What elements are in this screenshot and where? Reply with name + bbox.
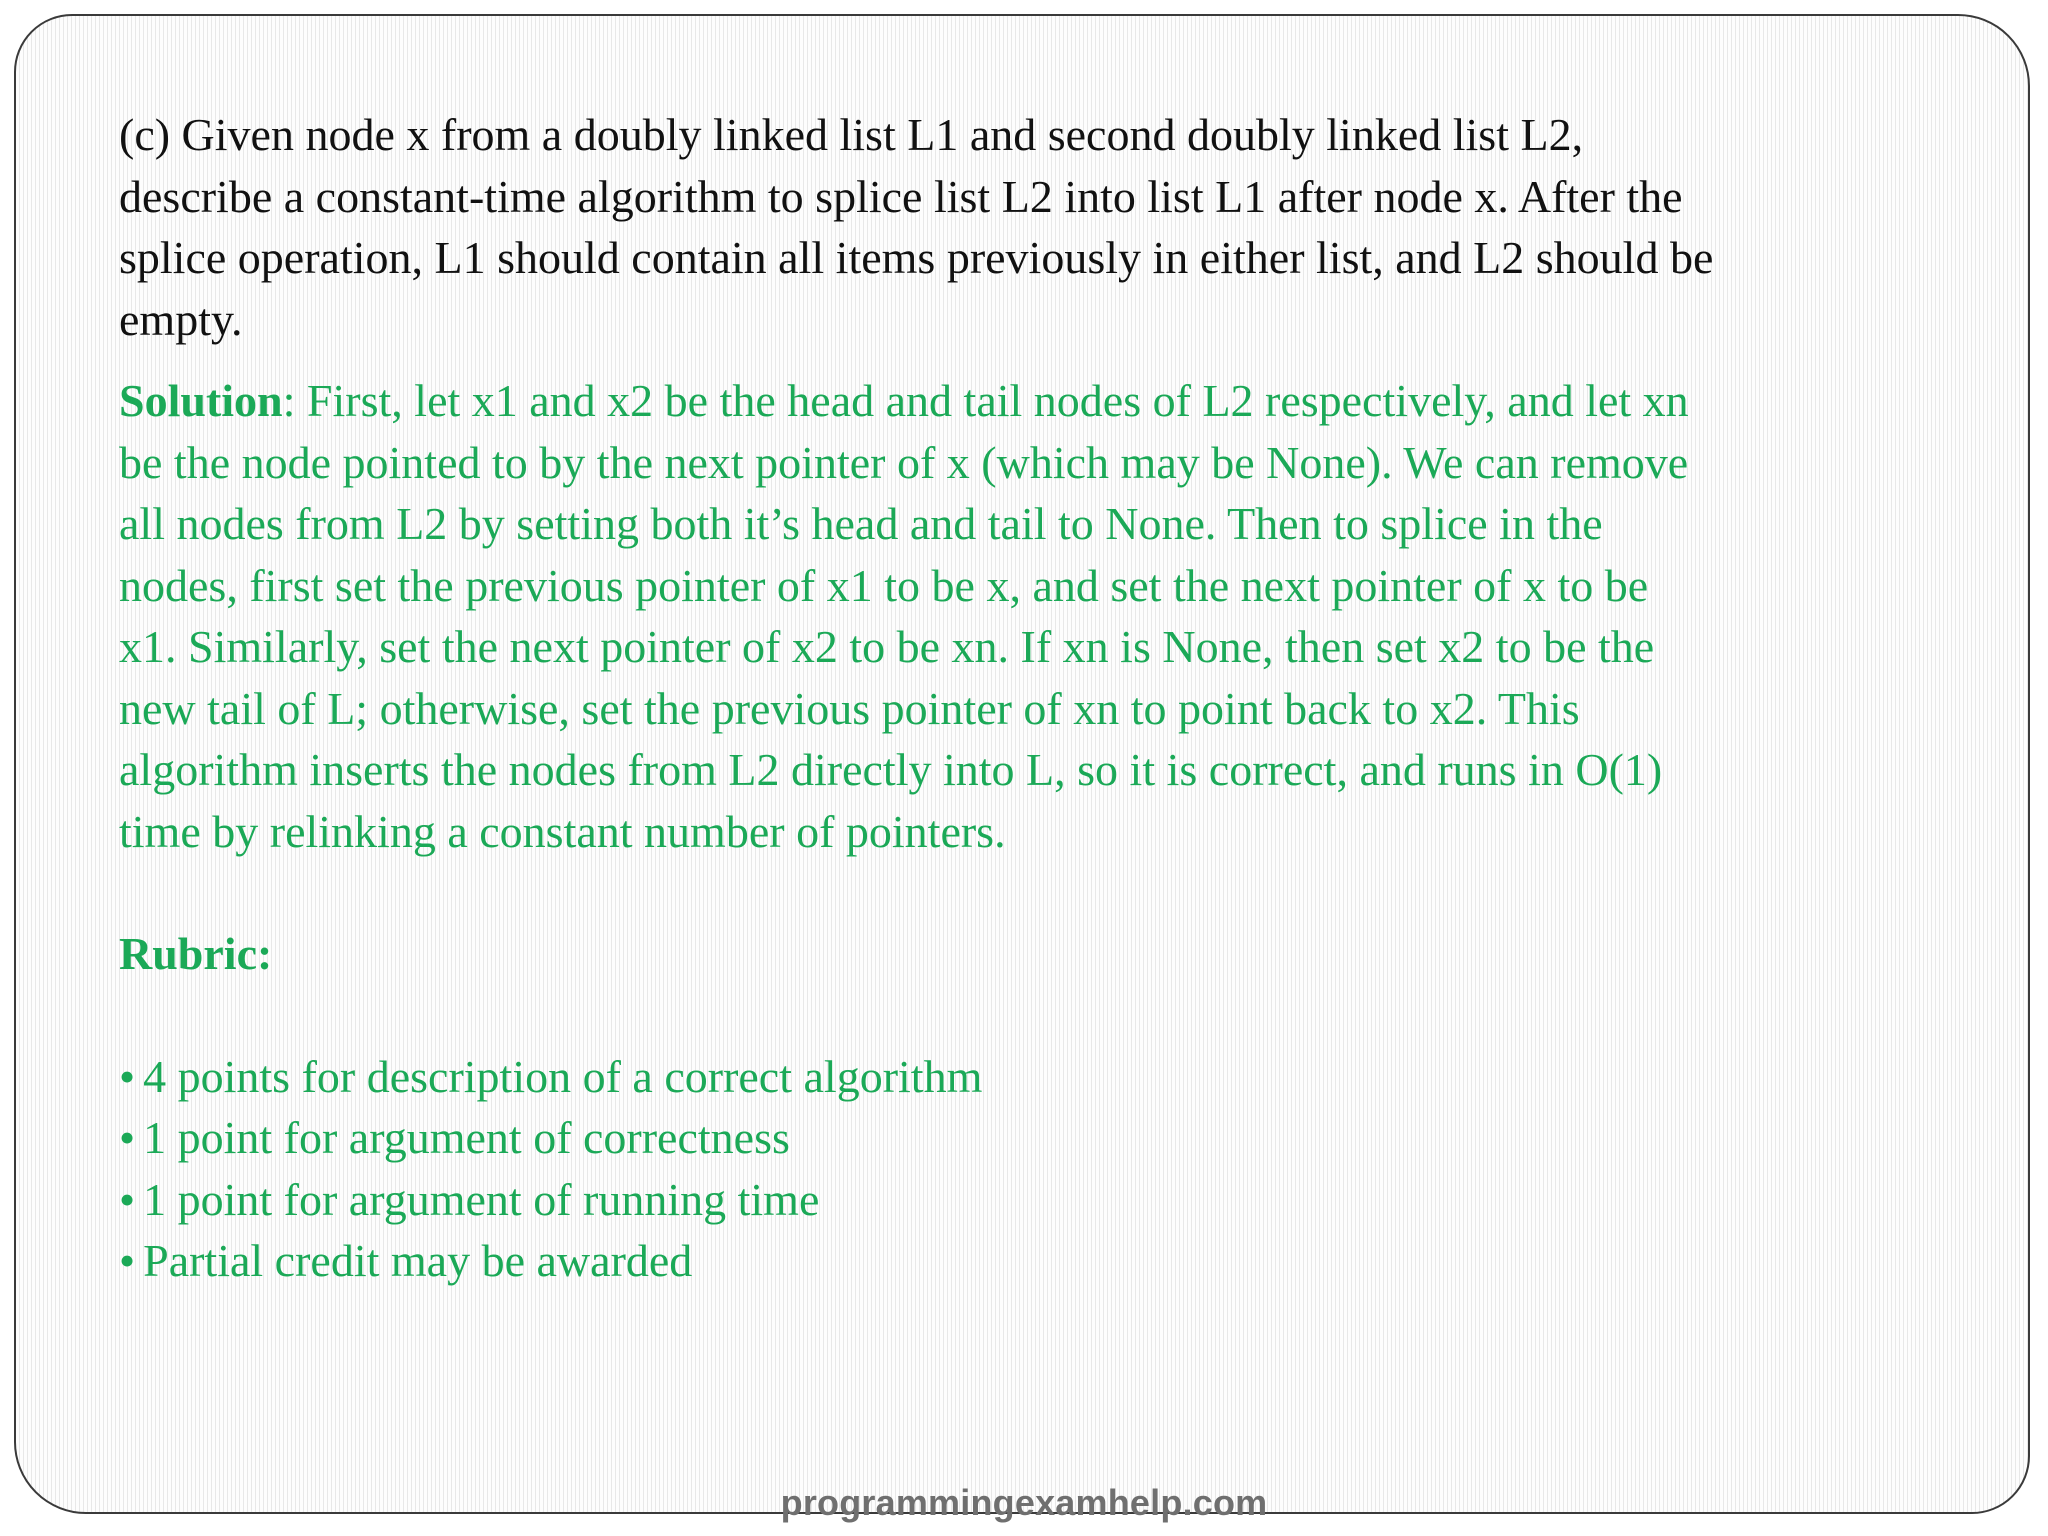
rubric-item-text: 1 point for argument of running time xyxy=(143,1173,820,1225)
question-line: splice operation, L1 should contain all items previously in either list, and L2 should be xyxy=(119,232,1714,283)
solution-line: nodes, first set the previous pointer of x1 to be x, and set the next pointer of x to be xyxy=(119,559,1649,611)
question-line: empty. xyxy=(119,293,243,345)
rubric-item xyxy=(119,1230,1999,1292)
solution-text xyxy=(119,370,1999,862)
bullet-icon: • xyxy=(119,1235,136,1286)
bullet-icon: • xyxy=(119,1173,136,1225)
solution-line: algorithm inserts the nodes from L2 directly into L, so it is correct, and runs in O(1) xyxy=(119,744,1663,795)
solution-line: be the node pointed to by the next pointer of x (which may be None). We can remove xyxy=(119,436,1689,488)
bullet-icon: • xyxy=(119,1050,136,1102)
question-text xyxy=(119,104,1999,350)
solution-line: new tail of L; otherwise, set the previous pointer of xn to point back to x2. This xyxy=(119,682,1580,734)
rubric-title: Rubric: xyxy=(119,928,273,979)
bullet-icon: • xyxy=(119,1112,136,1163)
solution-line: time by relinking a constant number of pointers. xyxy=(119,805,1006,857)
slide-content xyxy=(119,104,1999,1292)
rubric-item-text: Partial credit may be awarded xyxy=(143,1235,693,1286)
slide-frame xyxy=(14,14,2030,1514)
solution-line: all nodes from L2 by setting both it’s head and tail to None. Then to splice in the xyxy=(119,498,1603,549)
question-line: (c) Given node x from a doubly linked list L1 and second doubly linked list L2, xyxy=(119,109,1584,160)
rubric-item-text: 1 point for argument of correctness xyxy=(143,1112,790,1163)
rubric-list xyxy=(119,1046,1999,1292)
rubric-item xyxy=(119,1046,1999,1108)
solution-label: Solution xyxy=(119,375,283,426)
question-line: describe a constant-time algorithm to splice list L2 into list L1 after node x. After the xyxy=(119,170,1683,222)
rubric-item xyxy=(119,1107,1999,1169)
solution-line: x1. Similarly, set the next pointer of x2 to be xn. If xn is None, then set x2 to be the xyxy=(119,621,1655,672)
solution-line: : First, let x1 and x2 be the head and tail nodes of L2 respectively, and let xn xyxy=(282,375,1689,426)
rubric-item xyxy=(119,1169,1999,1231)
footer-watermark: programmingexamhelp.com xyxy=(780,1482,1268,1523)
rubric-item-text: 4 points for description of a correct algorithm xyxy=(143,1050,983,1102)
